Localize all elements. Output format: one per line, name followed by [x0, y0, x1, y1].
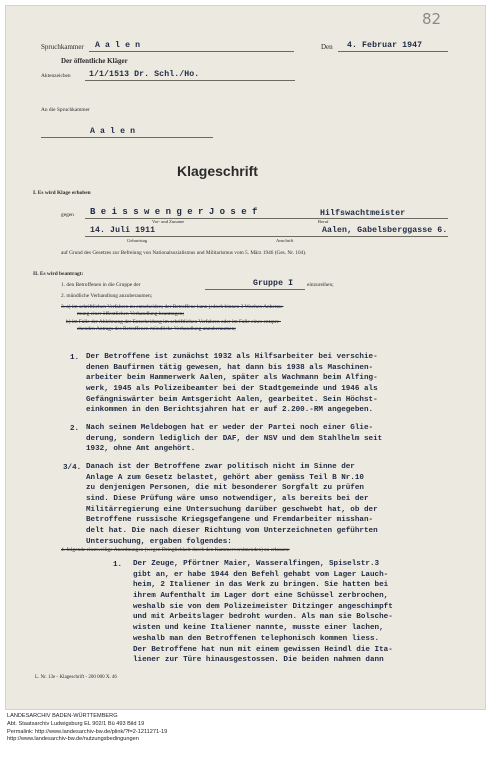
p4-line: wisten und keine Italiener nannte, musste einer lachen, — [133, 624, 384, 633]
paragraph-2 — [86, 423, 382, 455]
defendant-address: Aalen, Gabelsberggasse 6. — [322, 226, 448, 235]
gegen-label: gegen — [61, 212, 74, 218]
item2: 2. mündliche Verhandlung anzuberaumen; — [61, 293, 153, 299]
p3-line: Anlage A zum Gesetz belastet, gehört aber gemäss Teil B Nr.10 — [86, 473, 364, 482]
section2-heading: II. Es wird beantragt: — [33, 271, 84, 277]
label-beruf: Beruf — [318, 219, 329, 224]
label-vor-zuname: Vor- und Zuname — [152, 219, 185, 224]
document-page — [5, 5, 486, 710]
paragraph-4 — [133, 559, 393, 666]
archive-signature: Abt. Staatsarchiv Ludwigsburg EL 902/1 Bü 493 Bild 19 — [7, 720, 145, 727]
section1-heading: I. Es wird Klage erhoben — [33, 190, 91, 196]
p3-line: Untersuchung, ergaben folgendes: — [86, 537, 232, 546]
p1-number: 1. — [70, 354, 80, 362]
birth-date: 14. Juli 1911 — [90, 226, 156, 235]
permalink[interactable]: Permalink: http://www.landesarchiv-bw.de/plink/?f=2-1211271-19 — [7, 728, 168, 735]
p3-line: sind. Diese Prüfung wäre umso notwendiger, als bereits bei der — [86, 495, 369, 504]
p1-line: arbeiter beim Hammerwerk Aalen, später als Wachmann beim Alfing- — [86, 374, 378, 383]
label-anschrift: Anschrift — [276, 238, 294, 243]
p2-line: 1932, ohne Amt angehört. — [86, 445, 196, 454]
p4-line: liener zur Türe hinausgestossen. Die beiden nahmen dann — [133, 656, 384, 665]
p3-line: Danach ist der Betroffene zwar politisch nicht im Sinne der — [86, 463, 355, 471]
p3-line: zu denjenigen Personen, die mit besonderer Sorgfalt zu prüfen — [86, 484, 364, 493]
paragraph-1 — [86, 352, 378, 416]
p4-line: weshalb man den Betroffenen telephonisch kommen liess. — [133, 634, 380, 643]
terms-link[interactable]: http://www.landesarchiv-bw.de/nutzungsbedingungen — [7, 736, 139, 743]
legal-basis: auf Grund des Gesetzes zur Befreiung von Nationalsozialismus und Militarismus vom 5. März 1946 (Ges. Nr. 104). — [61, 250, 307, 256]
p1-line: Gefängniswärter beim Amtsgericht Aalen, gearbeitet. Sein Höchst- — [86, 395, 378, 404]
an-die-label: An die Spruchkammer — [41, 107, 90, 113]
p2-line: Nach seinem Meldebogen hat er weder der Partei noch einer Glie- — [86, 424, 374, 432]
item3a: 3. a) im schriftlichen Verfahren zu entscheiden; der Betroffene kann jedoch binnen 3 Wochen Anberau- — [61, 304, 284, 310]
archive-footer — [7, 713, 167, 744]
p1-line: werk, 1945 als Polizeibeamter bei der Stadtgemeinde und 1946 als — [86, 385, 378, 394]
pencil-page-number: 82 — [422, 10, 442, 28]
p4-line: heim, 2 Italiener in das Werk zu bringen. Sie hatten bei — [133, 581, 389, 590]
document-date: 4. Februar 1947 — [347, 41, 423, 50]
aktenzeichen-value: 1/1/1513 Dr. Schl./Ho. — [89, 70, 200, 79]
defendant-name: B e i s s w e n g e r J o s e f — [90, 207, 258, 217]
gruppe-value: Gruppe I — [253, 279, 294, 288]
p2-number: 2. — [70, 425, 80, 433]
spruchkammer-place: A a l e n — [95, 41, 141, 50]
p4-line: Der Zeuge, Pförtner Maier, Wasseralfingen, Spiselstr.3 — [133, 560, 380, 568]
p3-number: 3/4. — [63, 464, 82, 472]
p1-line: denen Baufirmen tätig gewesen, hat dann bis 1938 als Maschinen- — [86, 363, 374, 372]
p4-line: ihrem Aufenthalt im Lager dort eine Schüssel zerbrochen, — [133, 592, 389, 601]
archive-name: LANDESARCHIV BADEN-WÜRTTEMBERG — [7, 713, 118, 719]
p2-line: derung, sondern lediglich der DAF, der NSV und dem Stahlhelm seit — [86, 434, 383, 443]
p3-line: Betroffene russische Kriegsgefangene und Fremdarbeiter misshan- — [86, 516, 374, 525]
item3b-cont: chenden Antrags des Betroffenen mündliche Verhandlung anzuberaumen; — [77, 326, 236, 332]
p4-line: gibt an, er habe 1944 den Befehl gehabt vom Lager Lauch- — [133, 570, 389, 579]
p3-line: Militärregierung eine Untersuchung darüber geschwebt hat, ob der — [86, 505, 378, 514]
aktenzeichen-label: Aktenzeichen — [41, 73, 71, 79]
p1-line: einkommen in den Berichtsjahren hat er auf 2.200.-RM angegeben. — [86, 406, 374, 415]
form-number: L. Nr. 13e - Klageschrift - 200 000 X. 46 — [35, 675, 117, 680]
label-geburtstag: Geburtstag — [127, 238, 148, 243]
paragraph-3 — [86, 462, 378, 548]
item1-pre: 1. den Betroffenen in die Gruppe der — [61, 282, 141, 288]
item4-printed: 4. folgende einstweilige Anordnungen (wegen Dringlichkeit durch den Kammervorsitzenden) zu erlassen: — [61, 547, 290, 553]
item3b: b) im Falle der Ablehnung der Entscheidung im schriftlichen Verfahren oder im Falle eines entspre- — [66, 319, 281, 325]
spruchkammer-label: Spruchkammer — [41, 43, 84, 51]
defendant-profession: Hilfswachtmeister — [320, 209, 406, 218]
klaeger-label: Der öffentliche Kläger — [61, 57, 128, 65]
document-title: Klageschrift — [177, 163, 258, 179]
p3-line: delt hat. Die nach dieser Richtung vom Unterzeichneten geführten — [86, 527, 378, 536]
item1-post: einzureihen; — [307, 282, 334, 288]
addressee-place: A a l e n — [90, 127, 136, 136]
den-label: Den — [321, 43, 333, 51]
p4-line: und mit Arbeitslager bedroht wurden. Als man sie Bolsche- — [133, 613, 393, 622]
p4-line: weshalb sie von dem Polizeimeister Ditzinger angeschimpft — [133, 602, 393, 611]
item3a-cont: mung einer öffentlichen Verhandlung beantragen; — [77, 310, 184, 317]
p4-line: Der Betroffene hat nun mit einem gewissen Heindl die Ita- — [133, 645, 393, 654]
p4-number: 1. — [113, 561, 123, 569]
p1-line: Der Betroffene ist zunächst 1932 als Hilfsarbeiter bei verschie- — [86, 353, 378, 361]
